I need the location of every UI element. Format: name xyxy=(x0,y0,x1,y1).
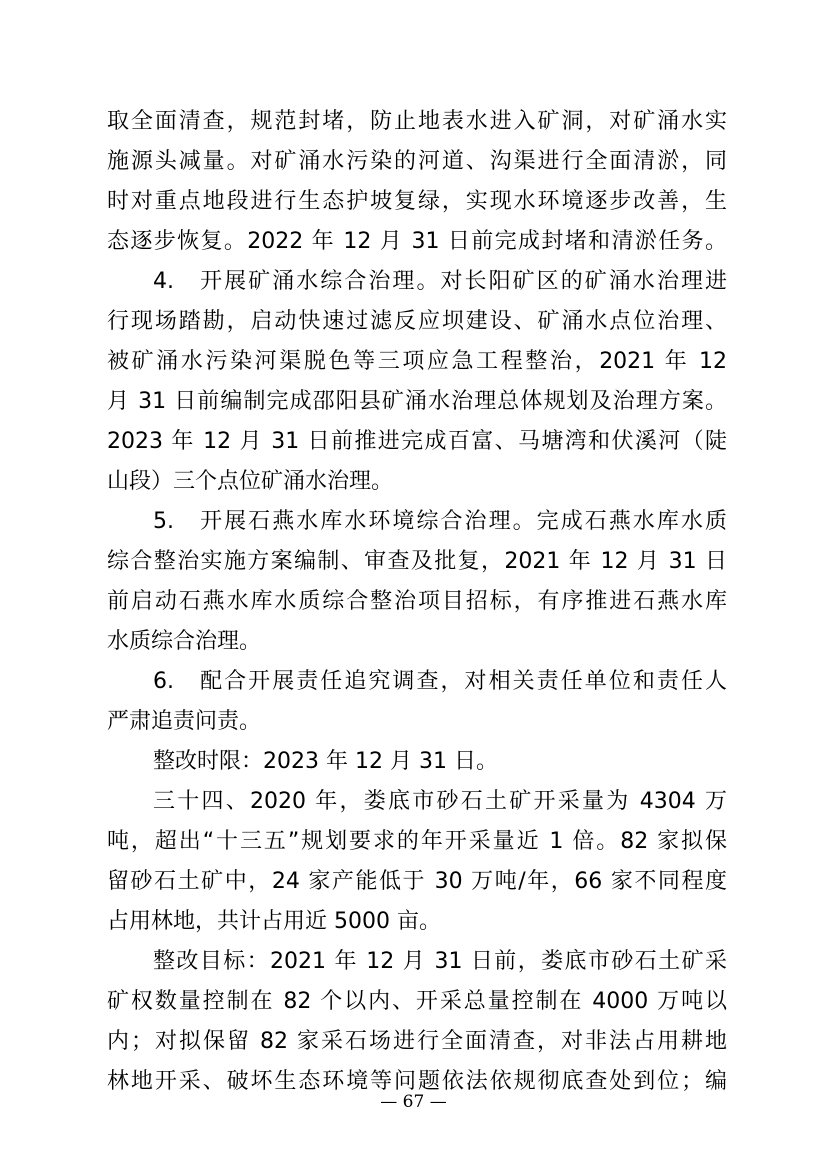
text-line: 施源头减量。对矿涌水污染的河道、沟渠进行全面清淤，同 xyxy=(107,149,727,174)
text-line: 整改目标：2021 年 12 月 31 日前，娄底市砂石土矿采 xyxy=(153,949,727,974)
text-line: 占用林地，共计占用近 5000 亩。 xyxy=(107,909,441,934)
text-line: 2023 年 12 月 31 日前推进完成百富、马塘湾和伏溪河（陡 xyxy=(107,429,727,454)
text-line: 水质综合治理。 xyxy=(107,629,262,654)
text-line: 整改时限：2023 年 12 月 31 日。 xyxy=(153,749,498,774)
text-line: 综合整治实施方案编制、审查及批复，2021 年 12 月 31 日 xyxy=(107,549,727,574)
text-line: 行现场踏勘，启动快速过滤反应坝建设、矿涌水点位治理、 xyxy=(107,309,727,334)
text-line: 严肃追责问责。 xyxy=(107,709,262,734)
text-line: 4. 开展矿涌水综合治理。对长阳矿区的矿涌水治理进 xyxy=(153,269,727,294)
text-line: 月 31 日前编制完成邵阳县矿涌水治理总体规划及治理方案。 xyxy=(107,389,727,414)
text-line: 取全面清查，规范封堵，防止地表水进入矿洞，对矿涌水实 xyxy=(107,109,727,134)
text-line: 内；对拟保留 82 家采石场进行全面清查，对非法占用耕地 xyxy=(107,1029,727,1054)
text-line: 前启动石燕水库水质综合整治项目招标，有序推进石燕水库 xyxy=(107,589,727,614)
text-line: 留砂石土矿中，24 家产能低于 30 万吨/年，66 家不同程度 xyxy=(107,869,727,894)
text-line: 被矿涌水污染河渠脱色等三项应急工程整治，2021 年 12 xyxy=(107,349,727,374)
text-line: 矿权数量控制在 82 个以内、开采总量控制在 4000 万吨以 xyxy=(107,989,727,1014)
text-line: 5. 开展石燕水库水环境综合治理。完成石燕水库水质 xyxy=(153,509,727,534)
text-line: 时对重点地段进行生态护坡复绿，实现水环境逐步改善，生 xyxy=(107,189,727,214)
text-line: 三十四、2020 年，娄底市砂石土矿开采量为 4304 万 xyxy=(153,789,727,814)
text-line: 山段）三个点位矿涌水治理。 xyxy=(107,469,394,494)
text-line: 态逐步恢复。2022 年 12 月 31 日前完成封堵和清淤任务。 xyxy=(107,229,727,254)
body-text xyxy=(107,102,727,1102)
page-number: — 67 — xyxy=(380,1092,447,1112)
text-line: 6. 配合开展责任追究调查，对相关责任单位和责任人 xyxy=(153,669,727,694)
text-line: 林地开采、破坏生态环境等问题依法依规彻底查处到位；编 xyxy=(107,1069,727,1094)
text-line: 吨，超出“十三五”规划要求的年开采量近 1 倍。82 家拟保 xyxy=(107,829,727,854)
